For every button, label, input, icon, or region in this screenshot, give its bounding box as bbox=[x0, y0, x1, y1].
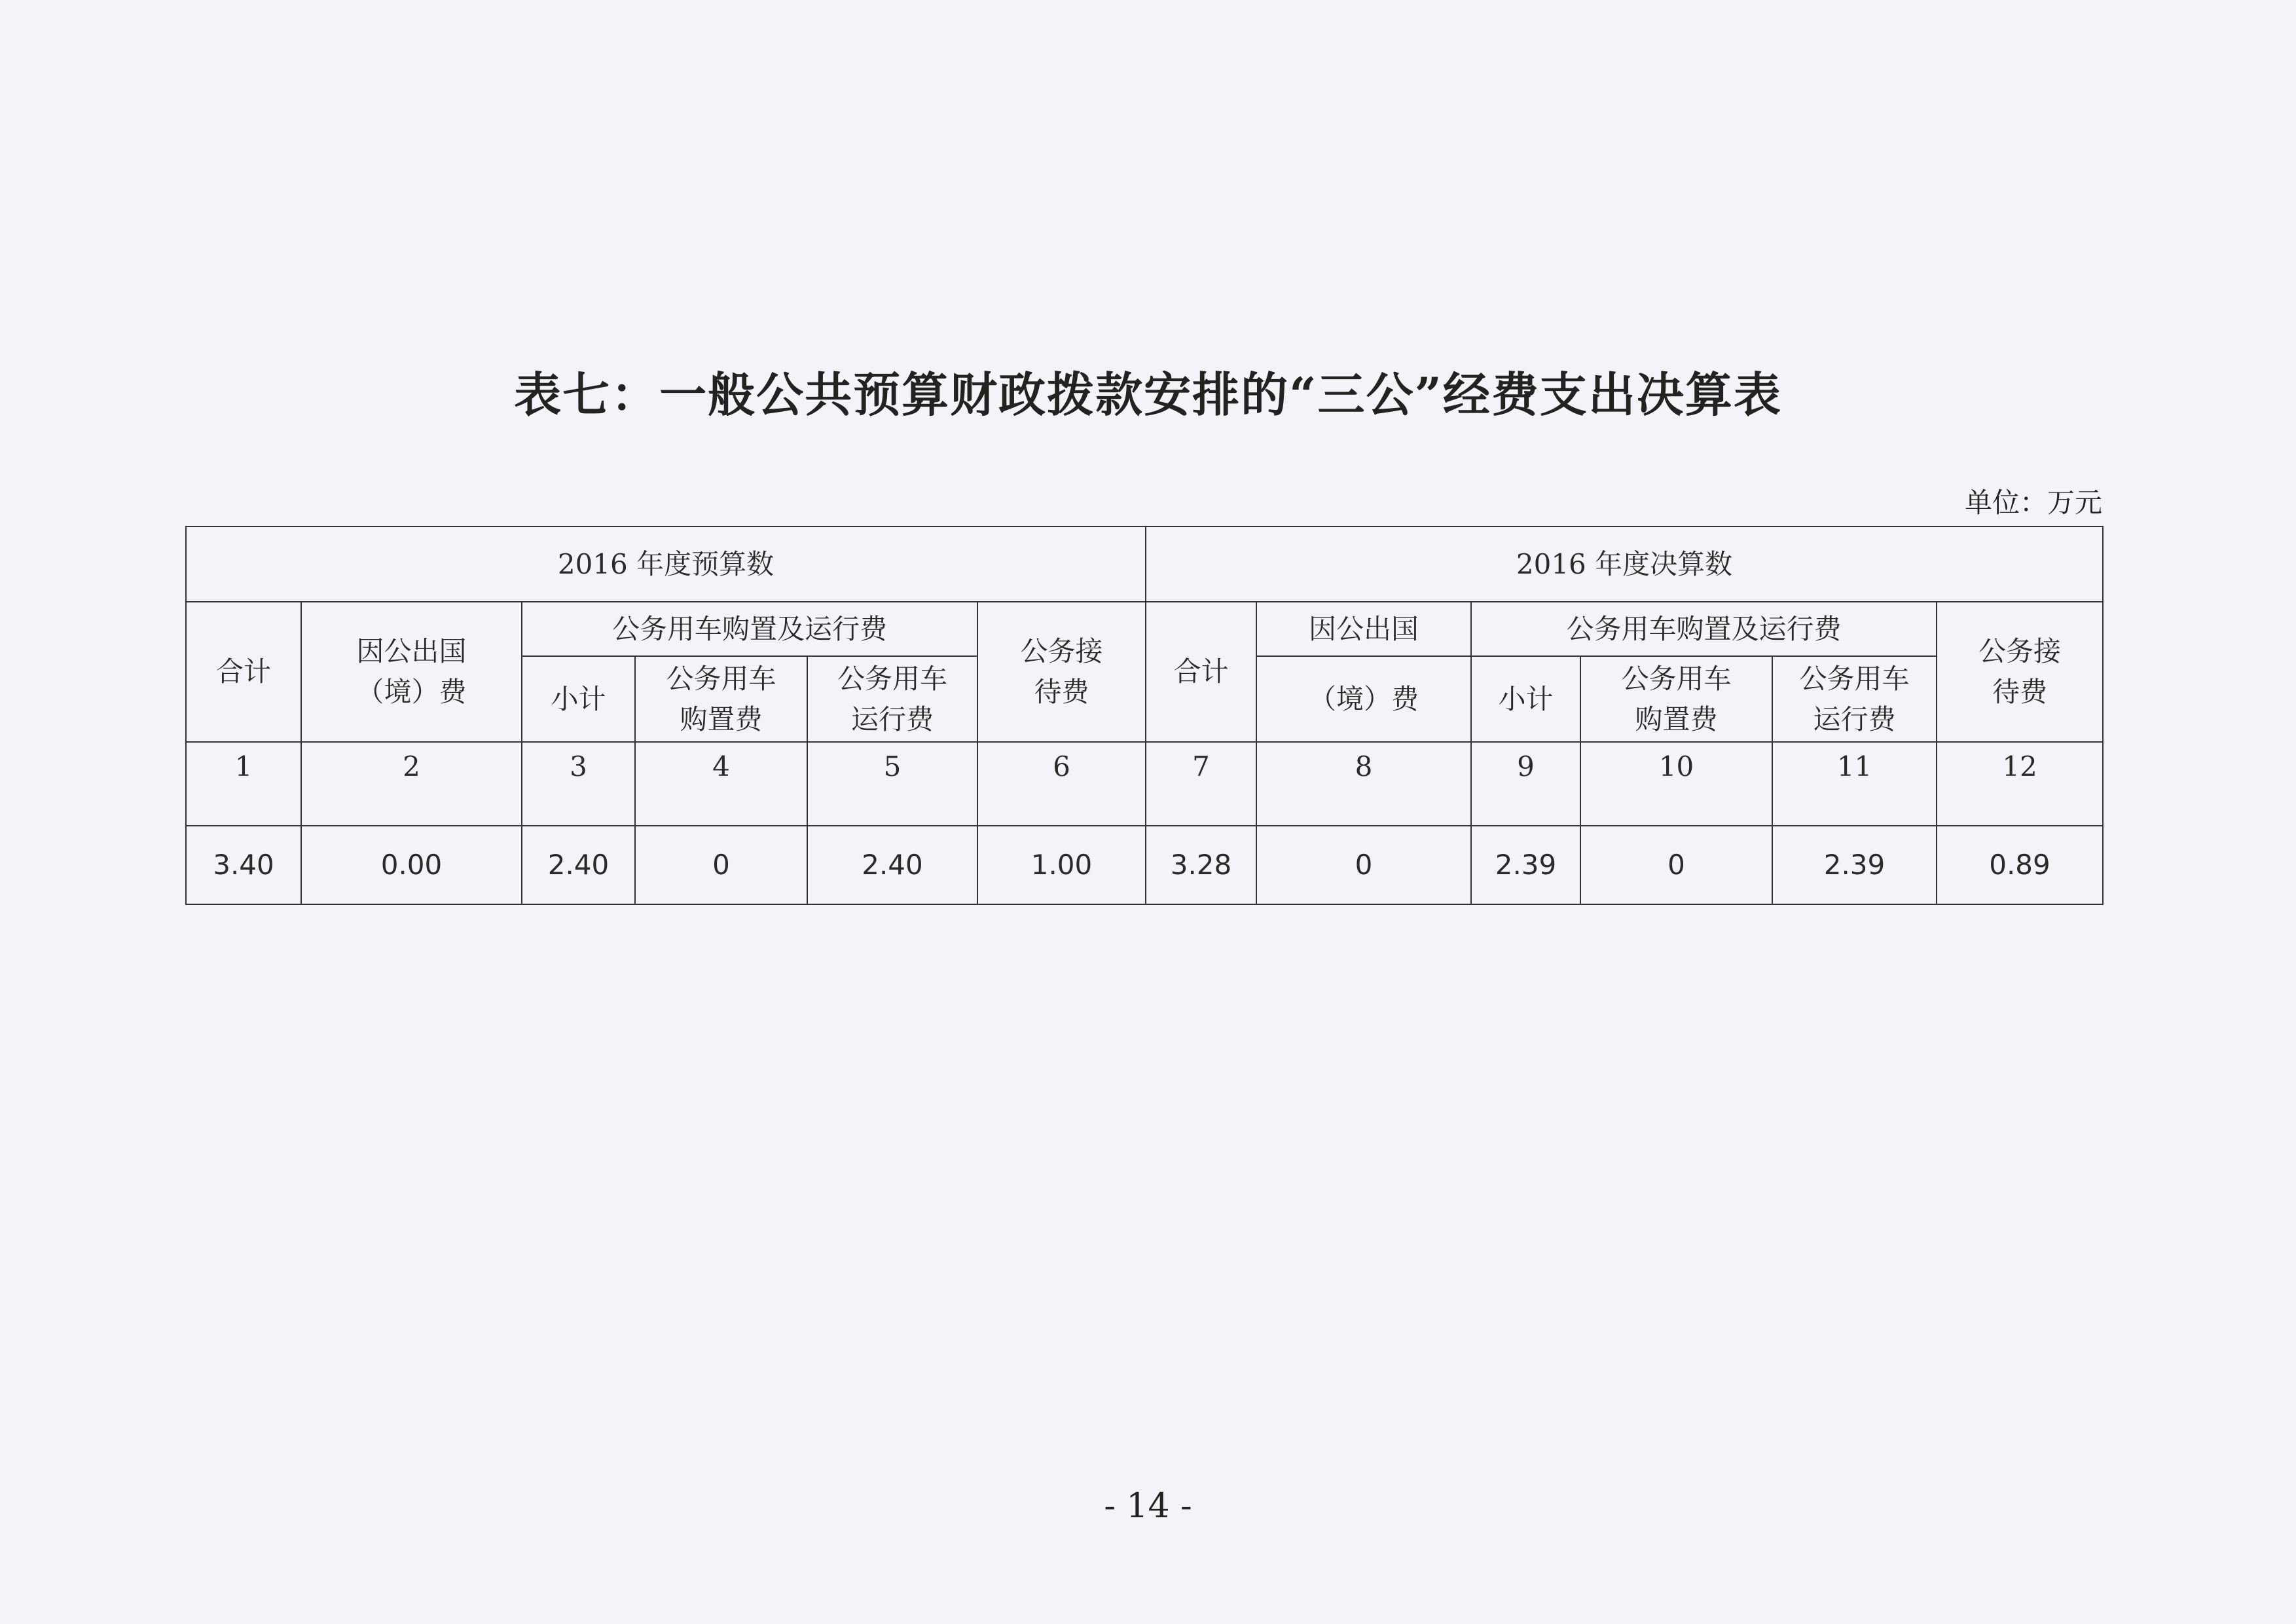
value-cell: 0 bbox=[635, 826, 807, 904]
index-cell: 7 bbox=[1146, 742, 1256, 826]
value-cell: 2.40 bbox=[522, 826, 635, 904]
budget-reception-header: 公务接 待费 bbox=[977, 602, 1146, 742]
index-cell: 1 bbox=[186, 742, 301, 826]
value-row bbox=[186, 826, 2103, 904]
index-cell: 11 bbox=[1772, 742, 1937, 826]
budget-abroad-header: 因公出国 （境）费 bbox=[301, 602, 522, 742]
three-public-expense-table bbox=[185, 526, 2104, 905]
value-cell: 0 bbox=[1580, 826, 1772, 904]
final-abroad-header-top: 因公出国 bbox=[1256, 602, 1471, 656]
index-cell: 5 bbox=[807, 742, 977, 826]
index-row bbox=[186, 742, 2103, 826]
index-cell: 6 bbox=[977, 742, 1146, 826]
budget-group-header: 2016 年度预算数 bbox=[186, 526, 1146, 602]
final-group-header: 2016 年度决算数 bbox=[1146, 526, 2103, 602]
value-cell: 2.39 bbox=[1772, 826, 1937, 904]
final-vehicle-purchase-header: 公务用车 购置费 bbox=[1580, 656, 1772, 742]
budget-total-header: 合计 bbox=[186, 602, 301, 742]
final-subtotal-header: 小计 bbox=[1471, 656, 1580, 742]
final-abroad-header-bottom: （境）费 bbox=[1256, 656, 1471, 742]
index-cell: 9 bbox=[1471, 742, 1580, 826]
final-vehicle-run-header: 公务用车 运行费 bbox=[1772, 656, 1937, 742]
value-cell: 0 bbox=[1256, 826, 1471, 904]
index-cell: 10 bbox=[1580, 742, 1772, 826]
value-cell: 0.00 bbox=[301, 826, 522, 904]
value-cell: 1.00 bbox=[977, 826, 1146, 904]
index-cell: 8 bbox=[1256, 742, 1471, 826]
index-cell: 2 bbox=[301, 742, 522, 826]
final-vehicle-group-header: 公务用车购置及运行费 bbox=[1471, 602, 1937, 656]
budget-vehicle-run-header: 公务用车 运行费 bbox=[807, 656, 977, 742]
index-cell: 4 bbox=[635, 742, 807, 826]
page-number: - 14 - bbox=[1104, 1486, 1192, 1526]
final-total-header: 合计 bbox=[1146, 602, 1256, 742]
budget-vehicle-purchase-header: 公务用车 购置费 bbox=[635, 656, 807, 742]
value-cell: 2.39 bbox=[1471, 826, 1580, 904]
index-cell: 3 bbox=[522, 742, 635, 826]
index-cell: 12 bbox=[1937, 742, 2103, 826]
value-cell: 2.40 bbox=[807, 826, 977, 904]
final-reception-header: 公务接 待费 bbox=[1937, 602, 2103, 742]
budget-vehicle-group-header: 公务用车购置及运行费 bbox=[522, 602, 977, 656]
page-title: 表七：一般公共预算财政拨款安排的“三公”经费支出决算表 bbox=[514, 367, 1782, 422]
unit-label: 单位：万元 bbox=[1964, 487, 2102, 519]
value-cell: 0.89 bbox=[1937, 826, 2103, 904]
budget-subtotal-header: 小计 bbox=[522, 656, 635, 742]
value-cell: 3.28 bbox=[1146, 826, 1256, 904]
value-cell: 3.40 bbox=[186, 826, 301, 904]
